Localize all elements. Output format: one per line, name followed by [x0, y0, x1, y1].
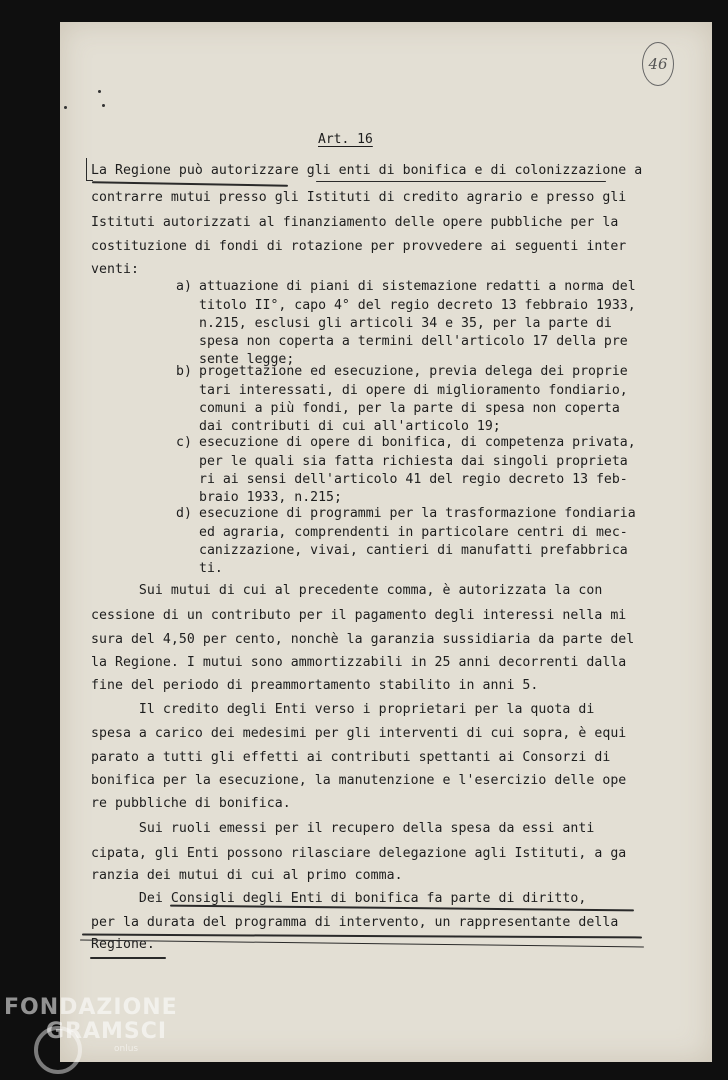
list-item-line: ti. — [199, 561, 223, 576]
list-item-line: dai contributi di cui all'articolo 19; — [199, 419, 501, 434]
body-line: Sui mutui di cui al precedente comma, è autorizzata la con — [91, 583, 603, 598]
watermark-line2: GRAMSCI — [46, 1019, 168, 1044]
list-item-label: a) — [176, 279, 192, 294]
list-item-line: braio 1933, n.215; — [199, 490, 342, 505]
list-item-line: canizzazione, vivai, cantieri di manufatti prefabbrica — [199, 543, 628, 558]
list-item-line: spesa non coperta a termini dell'articolo 17 della pre — [199, 334, 628, 349]
watermark — [4, 996, 178, 1054]
list-item-line: esecuzione di programmi per la trasformazione fondiaria — [199, 506, 636, 521]
list-item-line: tari interessati, di opere di miglioramento fondiario, — [199, 383, 628, 398]
list-item-label: c) — [176, 435, 192, 450]
body-line: la Regione. I mutui sono ammortizzabili in 25 anni decorrenti dalla — [91, 655, 627, 670]
body-line: sura del 4,50 per cento, nonchè la garanzia sussidiaria da parte del — [91, 632, 635, 647]
body-line: re pubbliche di bonifica. — [91, 796, 291, 811]
body-line: contrarre mutui presso gli Istituti di credito agrario e presso gli — [91, 190, 627, 205]
body-line: ranzia dei mutui di cui al primo comma. — [91, 868, 403, 883]
list-item-line: ri ai sensi dell'articolo 41 del regio decreto 13 feb- — [199, 472, 628, 487]
body-line: bonifica per la esecuzione, la manutenzione e l'esercizio delle ope — [91, 773, 627, 788]
watermark-line3: onlus — [114, 1044, 139, 1054]
list-item-line: n.215, esclusi gli articoli 34 e 35, per la parte di — [199, 316, 612, 331]
body-line: spesa a carico dei medesimi per gli interventi di cui sopra, è equi — [91, 726, 627, 741]
speck — [98, 90, 101, 93]
body-line: La Regione può autorizzare gli enti di bonifica e di colonizzazione a — [91, 163, 643, 178]
body-line: Sui ruoli emessi per il recupero della spesa da essi anti — [91, 821, 595, 836]
list-item-label: b) — [176, 364, 192, 379]
list-item-line: ed agraria, comprendenti in particolare centri di mec- — [199, 525, 628, 540]
watermark-line1: FONDAZIONE — [4, 995, 178, 1020]
speck — [102, 104, 105, 107]
list-item-label: d) — [176, 506, 192, 521]
body-line: cipata, gli Enti possono rilasciare delegazione agli Istituti, a ga — [91, 846, 627, 861]
body-line: fine del periodo di preammortamento stabilito in anni 5. — [91, 678, 539, 693]
body-line: cessione di un contributo per il pagamento degli interessi nella mi — [91, 608, 627, 623]
list-item-line: titolo II°, capo 4° del regio decreto 13 febbraio 1933, — [199, 298, 636, 313]
body-line: Il credito degli Enti verso i proprietari per la quota di — [91, 702, 595, 717]
article-title: Art. 16 — [318, 132, 373, 147]
body-line: Istituti autorizzati al finanziamento delle opere pubbliche per la — [91, 215, 619, 230]
handwritten-underline — [90, 957, 166, 959]
body-line: per la durata del programma di intervento, un rappresentante della — [91, 915, 619, 930]
speck — [64, 106, 67, 109]
body-line: parato a tutti gli effetti ai contributi spettanti ai Consorzi di — [91, 750, 611, 765]
handwritten-page-number: 46 — [642, 42, 674, 86]
list-item-line: esecuzione di opere di bonifica, di competenza privata, — [199, 435, 636, 450]
list-item-line: attuazione di piani di sistemazione redatti a norma del — [199, 279, 636, 294]
body-line: costituzione di fondi di rotazione per provvedere ai seguenti inter — [91, 239, 627, 254]
list-item-line: progettazione ed esecuzione, previa delega dei proprie — [199, 364, 628, 379]
body-line: Regione. — [91, 937, 155, 952]
body-line: Dei Consigli degli Enti di bonifica fa parte di diritto, — [91, 891, 587, 906]
body-line: venti: — [91, 262, 139, 277]
list-item-line: sente legge; — [199, 352, 295, 367]
list-item-line: comuni a più fondi, per la parte di spesa non coperta — [199, 401, 620, 416]
list-item-line: per le quali sia fatta richiesta dai singoli proprieta — [199, 454, 628, 469]
